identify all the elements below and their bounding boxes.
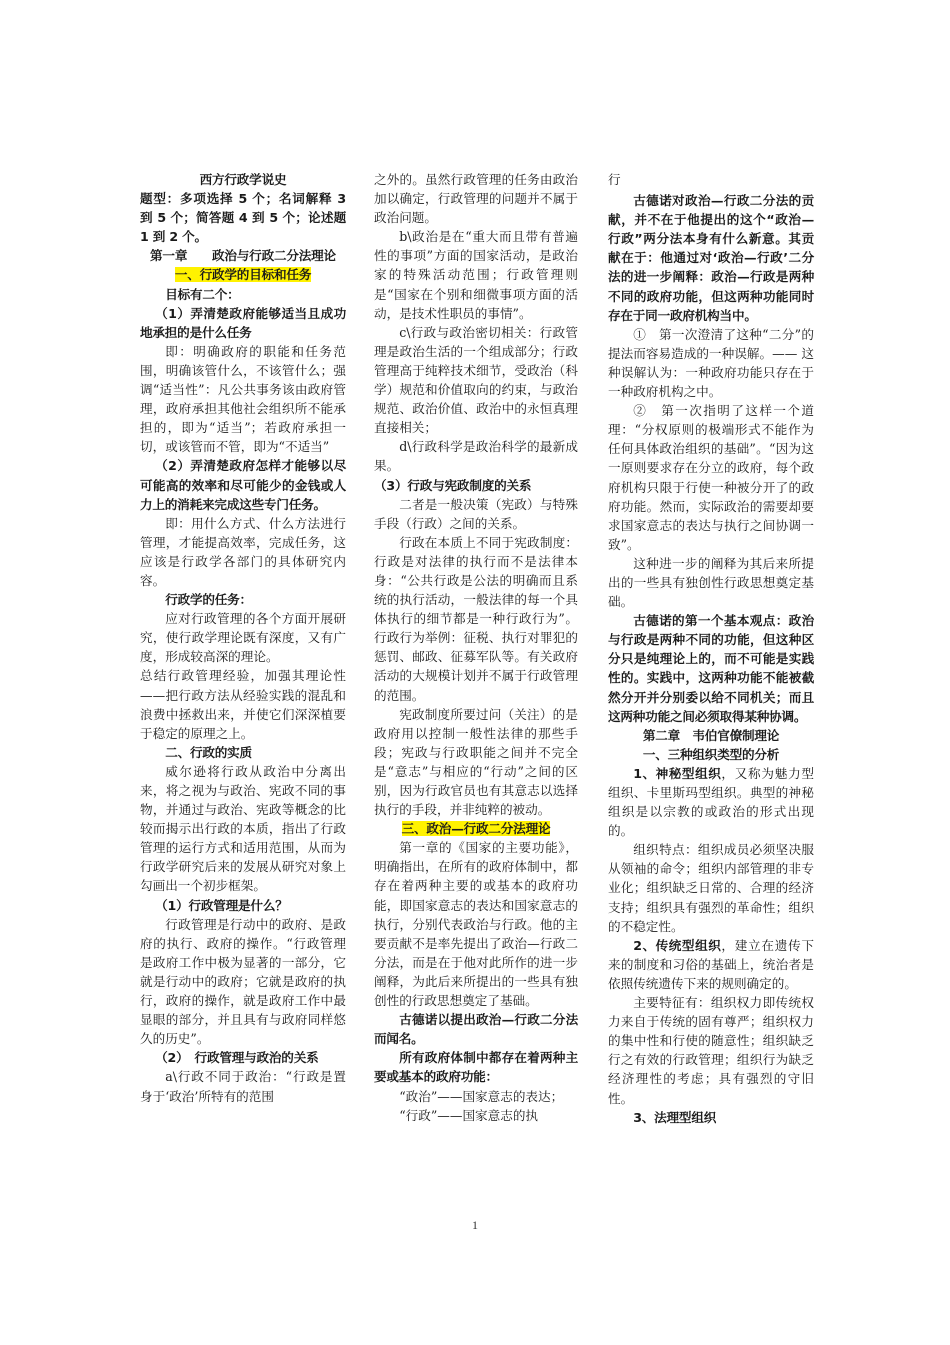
exam-format: 题型：多项选择 5 个；名词解释 3 到 5 个；简答题 4 到 5 个；论述题 1 到 2 个。 [140, 191, 346, 245]
col3-paragraph-4: 这种进一步的阐释为其后来所提出的一些具有独创性行政思想奠定基础。 [608, 555, 814, 610]
col3-paragraph-5: 组织特点：组织成员必须坚决服从领袖的命令；组织内部管理的非专业化；组织缺乏日常的、合理的经济支持；组织具有强烈的革命性；组织的不稳定性。 [608, 842, 814, 934]
col2-paragraph-1: 之外的。虽然行政管理的任务由政治加以确定，行政管理的问题并不属于政治问题。 [374, 172, 578, 226]
col2-paragraph-10: “行政”——国家意志的执 [399, 1107, 539, 1123]
col2-paragraph-2: b\政治是在“重大而且带有普遍性的事项”方面的国家活动，是政治家的特殊活动范围；行政管理则是“国家在个别和细微事项方面的活动，是技术性职员的事情”。 [374, 229, 578, 321]
goal-2-body: 即：用什么方式、什么方法进行管理，才能提高效率，完成任务，这应该是行政学各部门的具体研究内容。 [140, 515, 346, 588]
question-1-heading: （1）行政管理是什么？ [155, 897, 288, 913]
document-title: 西方行政学说史 [199, 172, 287, 187]
chapter-2-heading: 第二章 韦伯官僚制理论 [642, 727, 780, 743]
col2-paragraph-9: “政治”——国家意志的表达； [399, 1088, 564, 1104]
col3-paragraph-1: 行 [608, 172, 621, 187]
col3-bold-1: 古德诺对政治—行政二分法的贡献，并不在于他提出的这个“政治—行政”两分法本身有什么新意。其贡献在于：他通过对‘政治—行政’二分法的进一步阐释：政治—行政是两种不同的政府功能，但这两种功能同时存在于同一政府机构当中。 [608, 193, 814, 323]
subsection-3-heading: （3）行政与宪政制度的关系 [374, 477, 532, 493]
col2-bold-2: 所有政府体制中都存在着两种主要或基本的政府功能： [374, 1050, 578, 1085]
column-2 [374, 170, 578, 1125]
col2-paragraph-5: 二者是一般决策（宪政）与特殊手段（行政）之间的关系。 [374, 496, 578, 531]
col3-paragraph-2: ① 第一次澄清了这种“二分”的提法而容易造成的一种误解。—— 这种误解认为：一种政府功能只存在于一种政府机构之中。 [608, 326, 814, 400]
chapter-2-section-1-heading: 一、三种组织类型的分析 [642, 746, 780, 762]
type-1-paragraph [608, 764, 814, 840]
chapter-1-heading: 第一章 政治与行政二分法理论 [150, 248, 336, 264]
col2-paragraph-7: 宪政制度所要过问（关注）的是政府用以控制一般性法律的那些手段；宪政与行政职能之间并不完全是“意志”与相应的“行动”之间的区别，因为行政官员也有其意志以选择执行的手段，并非纯粹的被动。 [374, 706, 578, 818]
tasks-body-2: 总结行政管理经验，加强其理论性——把行政方法从经验实践的混乱和浪费中拯救出来，并使它们深深植要于稳定的原理之上。 [140, 668, 346, 741]
goal-2-heading: （2）弄清楚政府怎样才能够以尽可能高的效率和尽可能少的金钱或人力上的消耗来完成这些专门任务。 [140, 458, 346, 512]
type-1-text: ，又称为魅力型组织、卡里斯玛型组织。典型的神秘组织是以宗教的或政治的形式出现的。 [608, 765, 815, 839]
tasks-heading: 行政学的任务： [165, 592, 252, 608]
col3-paragraph-3: ② 第一次指明了这样一个道理：“分权原则的极端形式不能作为任何具体政治组织的基础”。“因为这一原则要求存在分立的政府，每个政府机构只限于行使一种被分开了的政府功能。然而，实际政治的需要却要求国家意志的表达与执行之间协调一致”。 [608, 403, 814, 552]
section-2-heading: 二、行政的实质 [165, 744, 252, 760]
col3-bold-2: 古德诺的第一个基本观点：政治与行政是两种不同的功能，但这种区分只是纯理论上的，而不可能是实践性的。实践中，这两种功能不能被截然分开并分别委以给不同机关；而且这两种功能之间必须取得某种协调。 [608, 613, 814, 724]
goal-1-heading: （1）弄清楚政府能够适当且成功地承担的是什么任务 [140, 305, 346, 340]
column-1 [140, 170, 346, 1106]
col2-bold-1: 古德诺以提出政治—行政二分法而闻名。 [374, 1012, 578, 1047]
goal-1-body: 即：明确政府的职能和任务范围，明确该管什么，不该管什么；强调“适当性”：凡公共事务该由政府管理，政府承担其他社会组织所不能承担的，即为“适当”；若政府承担一切，或该管而不管，即为“不适当” [140, 343, 346, 455]
question-2-heading: （2） 行政管理与政治的关系 [155, 1050, 319, 1066]
section-2-body: 威尔逊将行政从政治中分离出来，将之视为与政治、宪政不同的事物，并通过与政治、宪政等概念的比较而揭示出行政的本质，指出了行政管理的运行方式和适用范围，从而为行政学研究后来的发展从研究对象上勾画出一个初步框架。 [140, 763, 346, 894]
section-1-heading: 一、行政学的目标和任务 [174, 267, 312, 283]
tasks-body-1: 应对行政管理的各个方面开展研究，使行政学理论既有深度，又有广度，形成较高深的理论。 [140, 611, 346, 665]
question-1-body: 行政管理是行动中的政府、是政府的执行、政府的操作。“行政管理是政府工作中极为显著的一部分，它就是行动中的政府；它就是政府的执行，政府的操作，就是政府工作中最显眼的部分，并且具有与政府同样悠久的历史”。 [140, 916, 346, 1047]
type-1-title: 1、神秘型组织 [633, 765, 722, 781]
type-2-paragraph [608, 936, 814, 993]
col3-paragraph-6: 主要特征有：组织权力即传统权力来自于传统的固有尊严；组织权力的集中性和行使的随意性；组织缺乏行之有效的行政管理；组织行为缺乏经济理性的考虑；具有强烈的守旧性。 [608, 995, 814, 1106]
col2-paragraph-8: 第一章的《国家的主要功能》，明确指出，在所有的政府体制中，都存在着两种主要的或基本的政府功能，即国家意志的表达和国家意志的执行，分别代表政治与行政。他的主要贡献不是率先提出了政治—行政二分法，而是在于他对此所作的进一步阐释，为此后来所提出的一些具有独创性的行政思想奠定了基础。 [374, 840, 578, 1009]
type-3-title: 3、法理型组织 [633, 1109, 717, 1125]
column-3 [608, 170, 814, 1127]
question-2-part-a: a\行政不同于政治：“行政是置身于‘政治’所特有的范围 [140, 1069, 346, 1104]
page-number: 1 [472, 1218, 478, 1232]
col2-paragraph-4: d\行政科学是政治科学的最新成果。 [374, 439, 578, 474]
section-3-heading: 三、政治—行政二分法理论 [401, 821, 551, 837]
col2-paragraph-6: 行政在本质上不同于宪政制度：行政是对法律的执行而不是法律本身：“公共行政是公法的明确而且系统的执行活动，一般法律的每一个具体执行的细节都是一种行政行为”。行政行为举例：征税、执行对罪犯的惩罚、邮政、征募军队等。有关政府活动的大规模计划并不属于行政管理的范围。 [374, 534, 578, 703]
type-2-title: 2、传统型组织 [633, 937, 722, 953]
col2-paragraph-3: c\行政与政治密切相关：行政管理是政治生活的一个组成部分；行政管理高于纯粹技术细节，受政治（科学）规范和价值取向的约束，与政治规范、政治价值、政治中的永恒真理直接相关； [374, 324, 578, 436]
type-2-text: ，建立在遗传下来的制度和习俗的基础上，统治者是依照传统遗传下来的规则确定的。 [608, 937, 815, 991]
goals-heading: 目标有二个： [165, 286, 240, 302]
